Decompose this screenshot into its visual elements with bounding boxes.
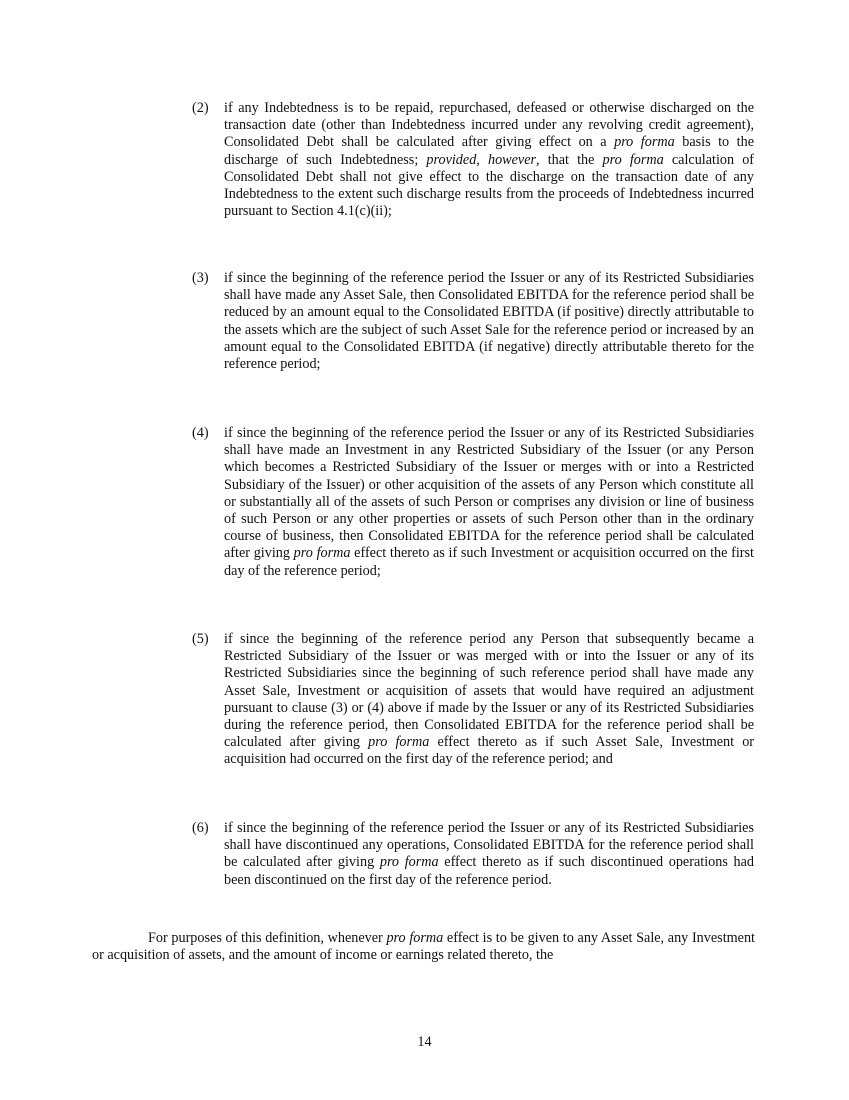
text-run: calculation of Consolidated Debt shall not give effect to the discharge on the transaction date of any Indebtedness to the extent such discharge results from the proceeds of Indebtedness incurred pursuant to Section 4.1(c)(ii); (224, 151, 755, 220)
clause-6 (192, 820, 754, 889)
italic-run: pro forma (368, 734, 430, 751)
italic-run: pro forma (379, 854, 439, 871)
text-run: , that the (536, 151, 603, 168)
text-run: if since the beginning of the reference period the Issuer or any of its Restricted Subsidiaries shall have made an Investment in any Restricted Subsidiary of the Issuer (or any Person which becomes a Restricted Subsidiary of the Issuer or merges with or into a Restricted Subsidiary of the Issuer) or other acquisition of the assets of any Person which constitute all or substantially all of the assets of such Person or comprises any division or line of business of such Person or any other properties or assets of such Person other than in the ordinary course of business, then Consolidated EBITDA for the reference period shall be calculated after giving (224, 425, 754, 562)
page-number: 14 (417, 1034, 432, 1050)
clause-number: (5) (192, 631, 209, 647)
italic-run: pro forma (614, 134, 675, 151)
text-run: if since the beginning of the reference period the Issuer or any of its Restricted Subsidiaries shall have made any Asset Sale, then Consolidated EBITDA for the reference period shall be reduced by an amount equal to the Consolidated EBITDA (if positive) directly attributable to the assets which are the subject of such Asset Sale for the reference period or increased by an amount equal to the Consolidated EBITDA (if negative) directly attributable thereto for the reference period; (224, 270, 754, 373)
text-run: if since the beginning of the reference period the Issuer or any of its Restricted Subsidiaries shall have discontinued any operations, Consolidated EBITDA for the reference period shall be calculated after giving (224, 820, 754, 871)
clause-2 (192, 100, 754, 220)
clause-text (224, 270, 754, 373)
paragraph-text (92, 930, 755, 963)
clause-number: (6) (192, 820, 209, 836)
text-run: effect is to be given to any Asset Sale, any Investment or acquisition of assets, and the amount of income or earnings related thereto, the (92, 930, 756, 964)
clause-5 (192, 631, 754, 769)
italic-run: pro forma (293, 545, 351, 562)
clause-4 (192, 425, 754, 580)
italic-run: provided (426, 151, 477, 168)
clause-text (224, 100, 754, 220)
text-run: effect thereto as if such Asset Sale, Investment or acquisition had occurred on the first day of the reference period; and (224, 734, 755, 768)
italic-run: pro forma (602, 151, 664, 168)
text-run: For purposes of this definition, whenever (148, 930, 387, 946)
clause-text (224, 425, 754, 580)
clause-text (224, 820, 754, 889)
text-run: , (476, 151, 488, 168)
clause-text (224, 631, 754, 769)
italic-run: pro forma (386, 930, 444, 946)
text-run: if any Indebtedness is to be repaid, repurchased, defeased or otherwise discharged on the transaction date (other than Indebtedness incurred under any revolving credit agreement), Consolidated Debt shall be calculated after giving effect on a (224, 100, 754, 151)
text-run: effect thereto as if such discontinued operations had been discontinued on the first day of the reference period. (224, 854, 755, 888)
text-run: if since the beginning of the reference period any Person that subsequently became a Restricted Subsidiary of the Issuer or was merged with or into the Issuer or any of its Restricted Subsidiaries since the beginning of such reference period shall have made any Asset Sale, Investment or acquisition of assets that would have required an adjustment pursuant to clause (3) or (4) above if made by the Issuer or any of its Restricted Subsidiaries during the reference period, then Consolidated EBITDA for the reference period shall be calculated after giving (224, 631, 754, 751)
text-run: effect thereto as if such Investment or acquisition occurred on the first day of the reference period; (224, 545, 754, 579)
text-run: basis to the discharge of such Indebtedness; (224, 134, 755, 168)
clause-3 (192, 270, 754, 373)
closing-paragraph (92, 930, 755, 964)
clause-number: (4) (192, 425, 209, 441)
italic-run: however (487, 151, 537, 168)
clause-number: (3) (192, 270, 209, 286)
clause-number: (2) (192, 100, 209, 116)
